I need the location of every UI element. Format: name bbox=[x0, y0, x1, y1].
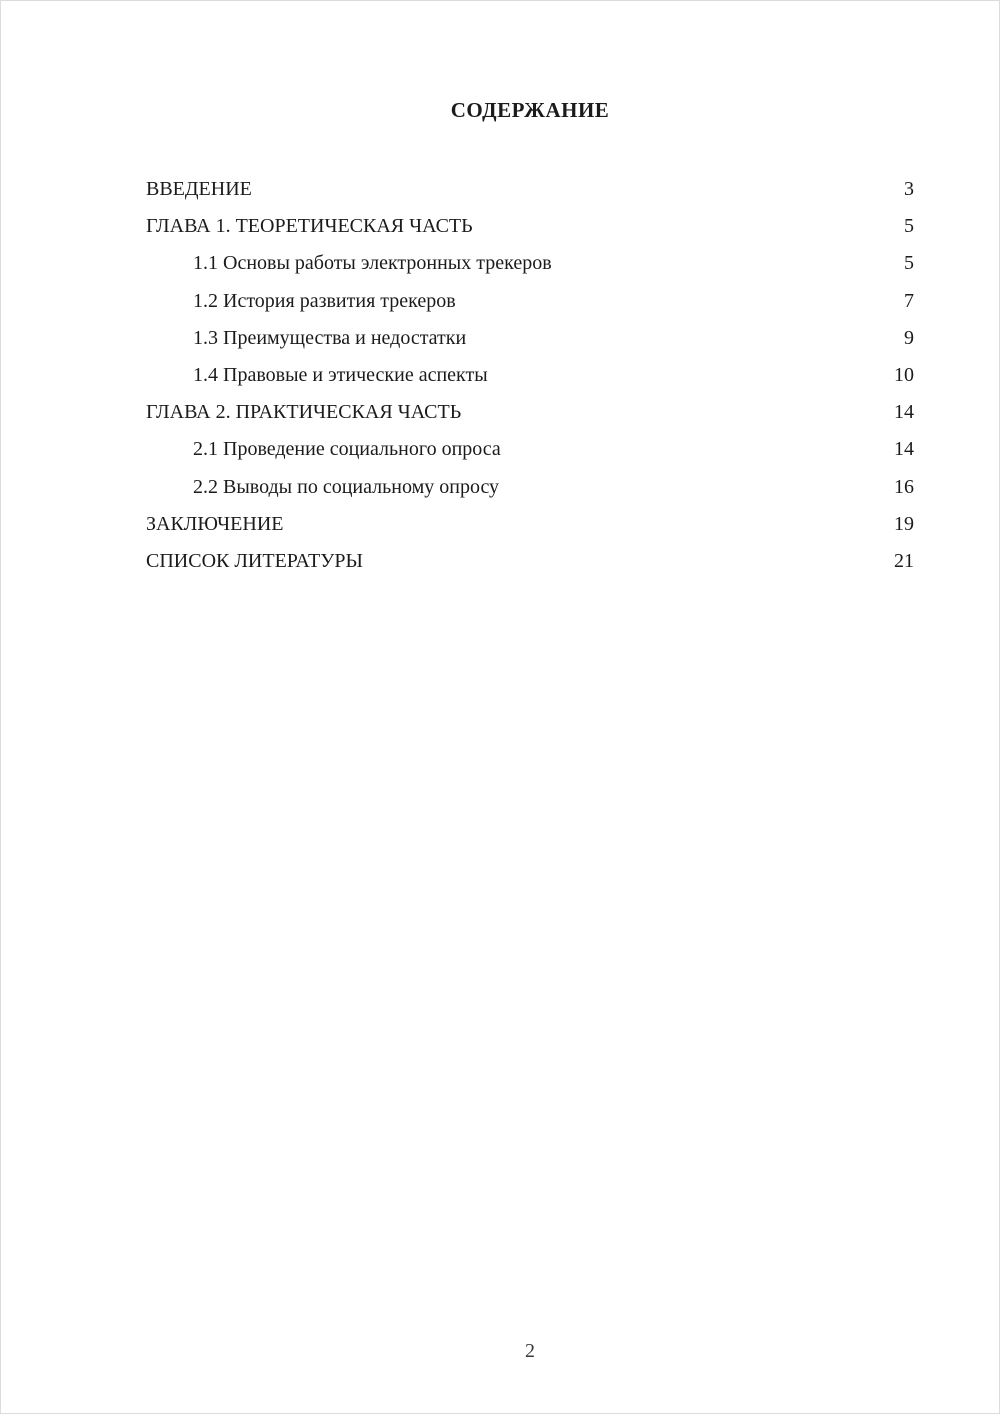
toc-entry-label: 1.2 История развития трекеров bbox=[193, 289, 456, 312]
toc-entry-page-number: 14 bbox=[894, 401, 914, 424]
toc-entry-label: СПИСОК ЛИТЕРАТУРЫ bbox=[146, 549, 363, 572]
toc-entry-label: 1.4 Правовые и этические аспекты bbox=[193, 363, 488, 386]
page-title: СОДЕРЖАНИЕ bbox=[450, 98, 610, 122]
toc-entry-page-number: 14 bbox=[894, 438, 914, 461]
toc-entry bbox=[146, 357, 914, 394]
footer-page-number: 2 bbox=[525, 1340, 535, 1362]
toc-entry-label: ГЛАВА 2. ПРАКТИЧЕСКАЯ ЧАСТЬ bbox=[146, 401, 462, 424]
toc-entry-label: 1.3 Преимущества и недостатки bbox=[193, 326, 467, 349]
toc-entry bbox=[146, 208, 914, 245]
toc-entry-page-number: 19 bbox=[894, 512, 914, 535]
toc-entry bbox=[146, 283, 914, 320]
toc-entry bbox=[146, 506, 914, 543]
toc-entry-label: ЗАКЛЮЧЕНИЕ bbox=[146, 512, 284, 535]
toc-list bbox=[146, 171, 914, 580]
toc-entry bbox=[146, 394, 914, 431]
toc-entry bbox=[146, 320, 914, 357]
toc-entry bbox=[146, 245, 914, 282]
toc-entry-page-number: 7 bbox=[904, 289, 914, 312]
toc-entry-label: 2.2 Выводы по социальному опросу bbox=[193, 475, 500, 498]
toc-entry-page-number: 9 bbox=[904, 326, 914, 349]
toc-entry-page-number: 5 bbox=[904, 252, 914, 275]
toc-entry-label: 2.1 Проведение социального опроса bbox=[193, 438, 501, 461]
toc-entry bbox=[146, 543, 914, 580]
toc-entry-page-number: 5 bbox=[904, 215, 914, 238]
toc-entry-page-number: 21 bbox=[894, 549, 914, 572]
toc-entry bbox=[146, 431, 914, 468]
page-content bbox=[146, 1, 914, 580]
toc-entry bbox=[146, 171, 914, 208]
toc-entry-page-number: 10 bbox=[894, 363, 914, 386]
toc-entry-label: ГЛАВА 1. ТЕОРЕТИЧЕСКАЯ ЧАСТЬ bbox=[146, 215, 473, 238]
toc-entry-label: 1.1 Основы работы электронных трекеров bbox=[193, 252, 552, 275]
toc-entry bbox=[146, 469, 914, 506]
toc-entry-page-number: 16 bbox=[894, 475, 914, 498]
toc-entry-page-number: 3 bbox=[904, 178, 914, 200]
toc-entry-label: ВВЕДЕНИЕ bbox=[146, 178, 252, 200]
